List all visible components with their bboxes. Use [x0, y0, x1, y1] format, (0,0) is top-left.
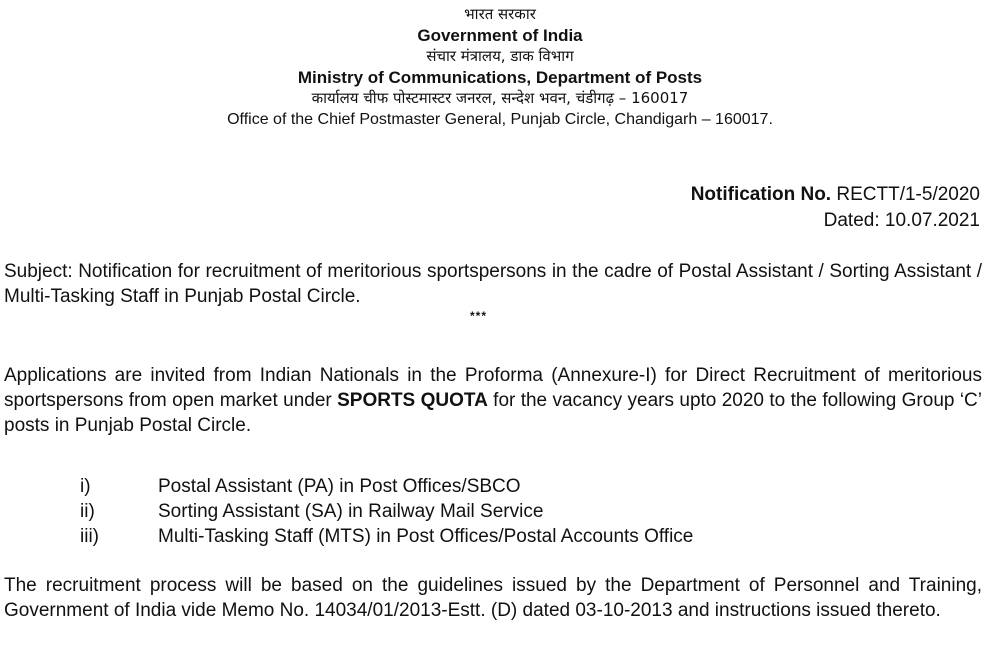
list-item-text: Multi-Tasking Staff (MTS) in Post Offices/Postal Accounts Office: [158, 526, 694, 547]
notification-number: RECTT/1-5/2020: [831, 184, 980, 205]
sports-quota-emphasis: SPORTS QUOTA: [337, 390, 488, 411]
hindi-office-address: कार्यालय चीफ पोस्टमास्टर जनरल, सन्देश भवन, चंडीगढ़ – 160017: [311, 89, 689, 107]
list-item-text: Sorting Assistant (SA) in Railway Mail Service: [158, 501, 544, 522]
hindi-ministry-title: संचार मंत्रालय, डाक विभाग: [426, 47, 574, 65]
subject-paragraph: Subject: Notification for recruitment of meritorious sportspersons in the cadre of Postal Assistant / Sorting Assistant / Multi-Tasking Staff in Punjab Postal Circle.: [4, 261, 982, 307]
dated-label: Dated:: [823, 210, 880, 231]
government-title: Government of India: [417, 26, 583, 45]
intro-text-end: for the vacancy years upto 2020 to the following Group ‘C’ posts in Punjab Postal Circle.: [4, 390, 982, 436]
list-item-number: iii): [80, 526, 99, 547]
list-item-text: Postal Assistant (PA) in Post Offices/SBCO: [158, 476, 521, 497]
list-item-number: i): [80, 476, 91, 497]
closing-paragraph: The recruitment process will be based on the guidelines issued by the Department of Personnel and Training, Government of India vide Memo No. 14034/01/2013-Estt. (D) dated 03-10-2013 and instructions issued thereto.: [4, 575, 982, 621]
list-item: [80, 474, 693, 499]
notification-label: Notification No.: [690, 184, 832, 205]
separator-stars: ***: [470, 309, 488, 323]
office-address: Office of the Chief Postmaster General, Punjab Circle, Chandigarh – 160017.: [227, 111, 773, 128]
posts-list: [80, 474, 693, 549]
list-item-number: ii): [80, 501, 95, 522]
list-item: [80, 524, 693, 549]
intro-text-start: Applications are invited from Indian Nationals in the Proforma (Annexure-I) for Direct Recruitment of meritorious sportspersons from open market under: [4, 365, 982, 411]
ministry-title: Ministry of Communications, Department of Posts: [297, 68, 703, 87]
notification-date-line: [691, 208, 980, 234]
hindi-government-title: भारत सरकार: [464, 5, 536, 23]
letterhead: [0, 4, 1000, 130]
notification-date: 10.07.2021: [879, 210, 980, 231]
notification-reference: [691, 182, 980, 234]
list-item: [80, 499, 693, 524]
notification-number-line: [691, 182, 980, 208]
intro-paragraph: [4, 363, 982, 438]
